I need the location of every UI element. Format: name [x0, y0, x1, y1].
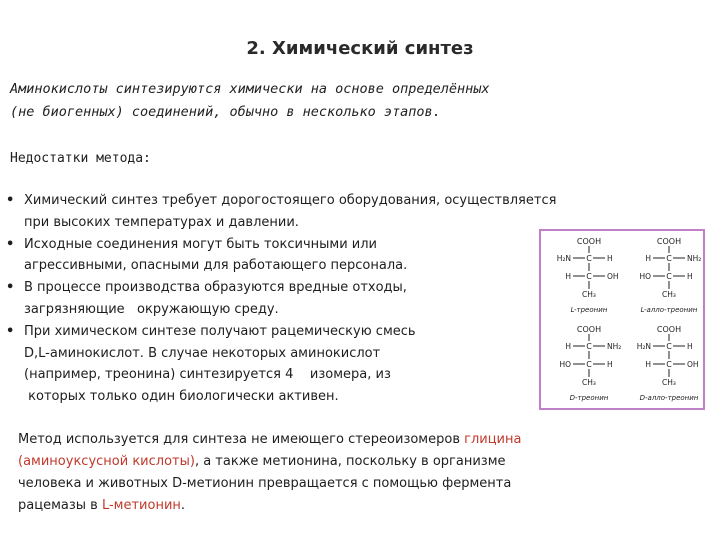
methyl-label: CH₃ [582, 378, 596, 387]
carbon-label: C [586, 272, 592, 281]
carboxyl-label: COOH [656, 237, 682, 246]
fischer-molecule [637, 325, 699, 402]
threonine-isomers-figure [539, 229, 705, 410]
carbon-label: C [666, 342, 672, 351]
substituent-label: NH₂ [607, 342, 622, 351]
carboxyl-label: COOH [656, 325, 682, 334]
list-item-line: которых только один биологически активен. [24, 389, 339, 405]
methyl-label: CH₃ [662, 378, 676, 387]
list-item-line: загрязняющие окружающую среду. [24, 301, 279, 317]
carbon-label: C [666, 254, 672, 263]
carbon-label: C [666, 360, 672, 369]
list-item-line: при высоких температурах и давлении. [24, 214, 299, 230]
isomer-caption: D-алло-треонин [639, 394, 699, 402]
isomers-diagram [541, 231, 703, 408]
methyl-label: CH₃ [582, 290, 596, 299]
drawbacks-list [6, 190, 631, 408]
isomer-caption: L-треонин [570, 306, 608, 314]
substituent-label: H [645, 360, 651, 369]
substituent-label: H [687, 342, 693, 351]
substituent-label: H [687, 272, 693, 281]
intro-text [10, 78, 650, 124]
methyl-label: CH₃ [662, 290, 676, 299]
substituent-label: H₂N [556, 254, 571, 263]
substituent-label: HO [639, 272, 651, 281]
fischer-molecule [559, 325, 621, 402]
substituent-label: H [565, 342, 571, 351]
substituent-label: OH [607, 272, 619, 281]
footer-text: рацемазы в [18, 498, 102, 513]
substituent-label: NH₂ [687, 254, 702, 263]
list-item-line: • Исходные соединения могут быть токсичными или [24, 236, 377, 252]
substituent-label: H [607, 360, 613, 369]
substituent-label: HO [559, 360, 571, 369]
substituent-label: H [565, 272, 571, 281]
isomer-caption: D-треонин [569, 394, 609, 402]
fischer-molecule [557, 237, 619, 314]
list-item [6, 190, 631, 234]
glycine-highlight: глицина [464, 432, 522, 447]
list-item [6, 277, 631, 321]
footer-text: . [180, 498, 186, 513]
carbon-label: C [586, 254, 592, 263]
fischer-molecule [639, 237, 701, 314]
list-item-line: (например, треонина) синтезируется 4 изомера, из [24, 367, 391, 383]
drawbacks-heading: Недостатки метода: [10, 151, 151, 166]
carbon-label: C [586, 360, 592, 369]
isomer-caption: L-алло-треонин [640, 306, 698, 314]
aminoacetic-highlight: (аминоуксусной кислоты) [18, 454, 195, 469]
list-item-line: D,L-аминокислот. В случае некоторых аминокислот [24, 345, 381, 361]
footer-text: человека и животных D-метионин превращается с помощью фермента [18, 476, 512, 491]
intro-line-2: (не биогенных) соединений, обычно в несколько этапов. [10, 104, 441, 120]
carbon-label: C [666, 272, 672, 281]
l-methionine-highlight: L-метионин [101, 498, 181, 513]
intro-line-1: Аминокислоты синтезируются химически на основе определённых [10, 81, 490, 97]
slide-title: 2. Химический синтез [246, 38, 474, 59]
carboxyl-label: COOH [576, 325, 602, 334]
substituent-label: OH [687, 360, 699, 369]
substituent-label: H [645, 254, 651, 263]
carbon-label: C [586, 342, 592, 351]
list-item-line: • При химическом синтезе получают рацемическую смесь [24, 323, 416, 339]
footer-text: , а также метионина, поскольку в организме [194, 454, 506, 469]
footer-text: Метод используется для синтеза не имеющего стереоизомеров [18, 432, 465, 447]
list-item-line: • Химический синтез требует дорогостоящего оборудования, осуществляется [24, 193, 557, 208]
carboxyl-label: COOH [576, 237, 602, 246]
footer-paragraph [18, 429, 598, 517]
list-item [6, 321, 631, 408]
substituent-label: H [607, 254, 613, 263]
substituent-label: H₂N [636, 342, 651, 351]
list-item-line: • В процессе производства образуются вредные отходы, [24, 280, 407, 296]
list-item-line: агрессивными, опасными для работающего персонала. [24, 258, 408, 274]
list-item [6, 234, 631, 278]
